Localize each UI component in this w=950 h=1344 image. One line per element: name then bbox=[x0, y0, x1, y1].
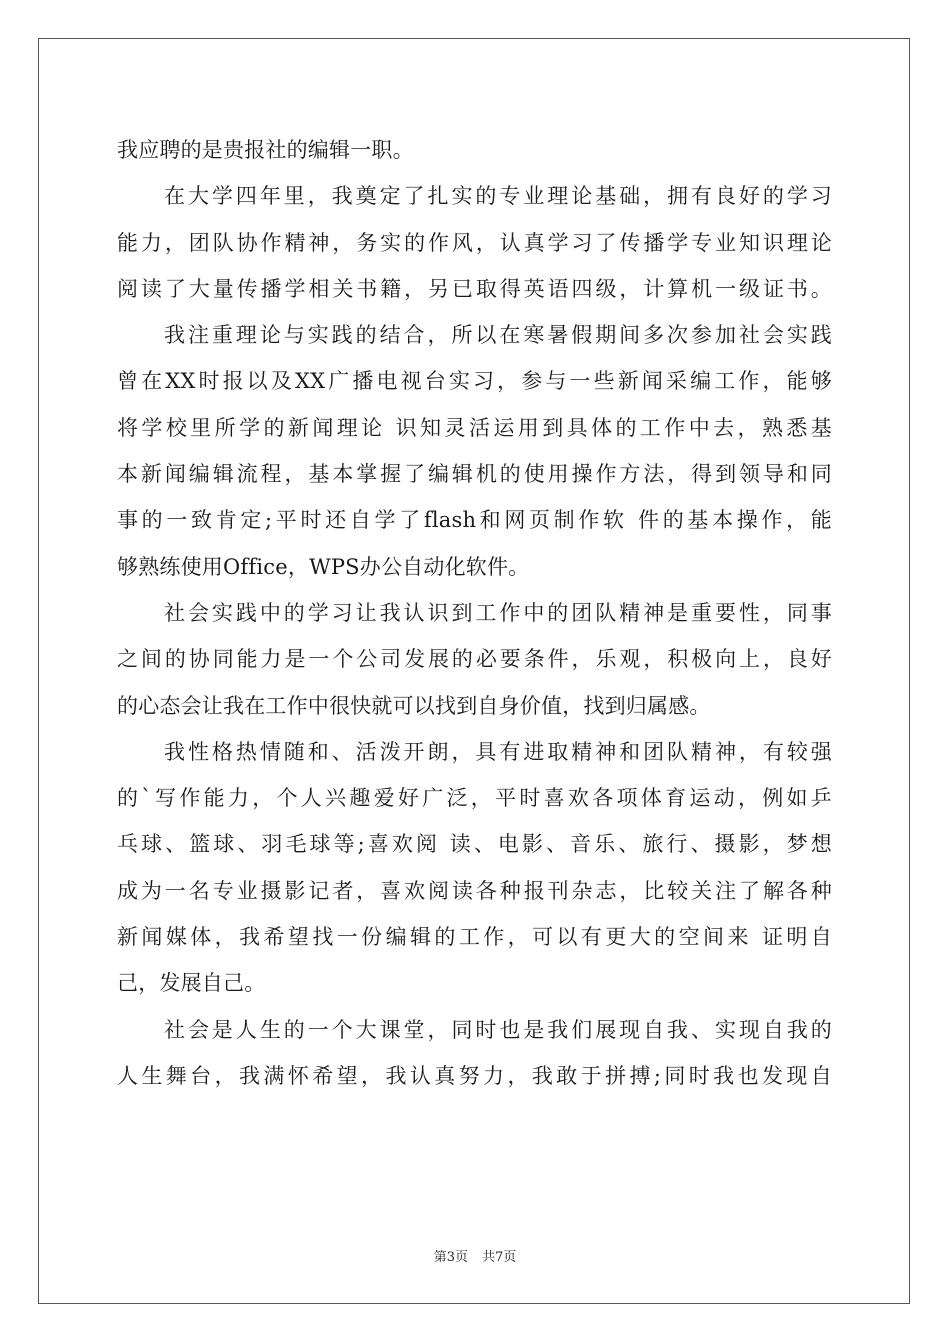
text-line: 的心态会让我在工作中很快就可以找到自身价值，找到归属感。 bbox=[117, 693, 711, 718]
text-line: 我注重理论与实践的结合，所以在寒暑假期间多次参加社会实践 bbox=[164, 323, 832, 348]
text-line: 本新闻编辑流程，基本掌握了编辑机的使用操作方法，得到领导和同 bbox=[117, 462, 832, 487]
text-line: 乓球、篮球、羽毛球等;喜欢阅 读、电影、音乐、旅行、摄影，梦想 bbox=[117, 832, 832, 857]
text-line: 成为一名专业摄影记者，喜欢阅读各种报刊杂志，比较关注了解各种 bbox=[117, 878, 832, 903]
text-line: 我性格热情随和、活泼开朗，具有进取精神和团队精神，有较强 bbox=[164, 739, 832, 764]
page-footer bbox=[0, 1246, 950, 1265]
text-line: 己，发展自己。 bbox=[117, 971, 266, 996]
page-total: 共7页 bbox=[482, 1250, 517, 1265]
page-number: 第3页 bbox=[433, 1250, 468, 1265]
text-line: 人生舞台，我满怀希望，我认真努力，我敢于拼搏;同时我也发现自 bbox=[117, 1063, 832, 1088]
text-line: 之间的协同能力是一个公司发展的必要条件，乐观，积极向上，良好 bbox=[117, 647, 832, 672]
document-body bbox=[117, 127, 832, 1099]
text-line: 阅读了大量传播学相关书籍，另已取得英语四级，计算机一级证书。 bbox=[117, 276, 832, 301]
text-line: 在大学四年里，我奠定了扎实的专业理论基础，拥有良好的学习 bbox=[164, 184, 832, 209]
text-line: 曾在XX时报以及XX广播电视台实习，参与一些新闻采编工作，能够 bbox=[117, 369, 832, 394]
text-line: 我应聘的是贵报社的编辑一职。 bbox=[117, 138, 414, 162]
text-line: 社会实践中的学习让我认识到工作中的团队精神是重要性，同事 bbox=[164, 600, 832, 625]
text-line: 社会是人生的一个大课堂，同时也是我们展现自我、实现自我的 bbox=[164, 1017, 832, 1042]
text-line: 将学校里所学的新闻理论 识知灵活运用到具体的工作中去，熟悉基 bbox=[117, 415, 832, 440]
text-line: 事的一致肯定;平时还自学了flash和网页制作软 件的基本操作，能 bbox=[117, 508, 832, 533]
text-line: 够熟练使用Office，WPS办公自动化软件。 bbox=[117, 554, 530, 579]
text-line: 新闻媒体，我希望找一份编辑的工作，可以有更大的空间来 证明自 bbox=[117, 925, 832, 950]
text-line: 能力，团队协作精神，务实的作风，认真学习了传播学专业知识理论 bbox=[117, 230, 832, 255]
text-line: 的`写作能力，个人兴趣爱好广泛，平时喜欢各项体育运动，例如乒 bbox=[117, 786, 832, 811]
